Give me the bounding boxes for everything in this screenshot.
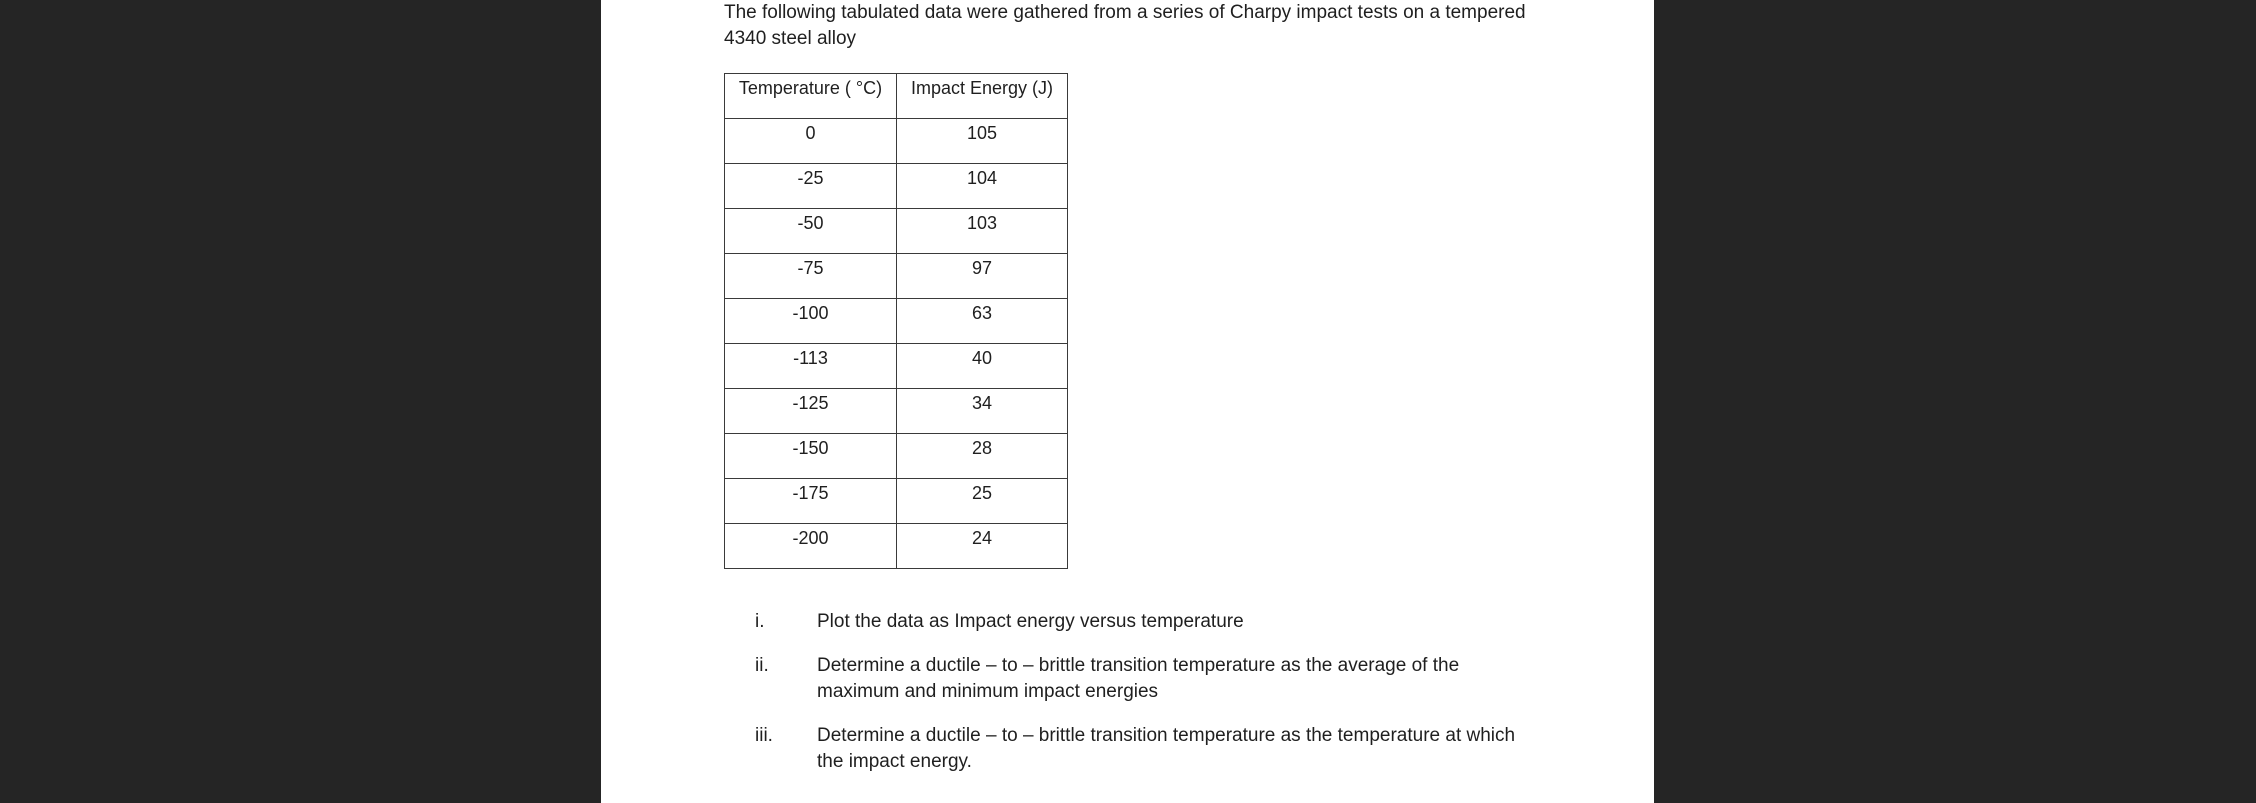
table-row xyxy=(725,209,1068,254)
header-impact-energy: Impact Energy (J) xyxy=(897,74,1068,119)
cell-impact-energy: 25 xyxy=(897,479,1068,524)
charpy-data-table xyxy=(724,73,1068,569)
table-row xyxy=(725,344,1068,389)
cell-temperature: -50 xyxy=(725,209,897,254)
header-temperature: Temperature ( °C) xyxy=(725,74,897,119)
cell-temperature: -100 xyxy=(725,299,897,344)
question-text: Determine a ductile – to – brittle transition temperature as the temperature at which the impact energy. xyxy=(817,725,1516,772)
cell-impact-energy: 24 xyxy=(897,524,1068,569)
question-number: ii. xyxy=(755,655,769,676)
table-row xyxy=(725,389,1068,434)
table-row xyxy=(725,119,1068,164)
cell-temperature: -113 xyxy=(725,344,897,389)
cell-temperature: 0 xyxy=(725,119,897,164)
cell-impact-energy: 63 xyxy=(897,299,1068,344)
cell-temperature: -175 xyxy=(725,479,897,524)
table-row xyxy=(725,524,1068,569)
cell-temperature: -200 xyxy=(725,524,897,569)
question-number: iii. xyxy=(755,725,773,746)
table-header-row xyxy=(725,74,1068,119)
cell-impact-energy: 40 xyxy=(897,344,1068,389)
intro-paragraph: The following tabulated data were gathered from a series of Charpy impact tests on a tempered 4340 steel alloy xyxy=(724,2,1526,49)
table-row xyxy=(725,254,1068,299)
table-row xyxy=(725,479,1068,524)
question-number: i. xyxy=(755,611,765,632)
question-text: Determine a ductile – to – brittle transition temperature as the average of the maximum and minimum impact energies xyxy=(817,655,1460,702)
cell-impact-energy: 104 xyxy=(897,164,1068,209)
cell-temperature: -75 xyxy=(725,254,897,299)
cell-temperature: -25 xyxy=(725,164,897,209)
table-row xyxy=(725,299,1068,344)
cell-temperature: -150 xyxy=(725,434,897,479)
cell-impact-energy: 105 xyxy=(897,119,1068,164)
table-row xyxy=(725,164,1068,209)
cell-temperature: -125 xyxy=(725,389,897,434)
cell-impact-energy: 103 xyxy=(897,209,1068,254)
table-row xyxy=(725,434,1068,479)
cell-impact-energy: 34 xyxy=(897,389,1068,434)
cell-impact-energy: 97 xyxy=(897,254,1068,299)
cell-impact-energy: 28 xyxy=(897,434,1068,479)
document-page xyxy=(601,0,1654,803)
question-text: Plot the data as Impact energy versus temperature xyxy=(817,611,1244,632)
